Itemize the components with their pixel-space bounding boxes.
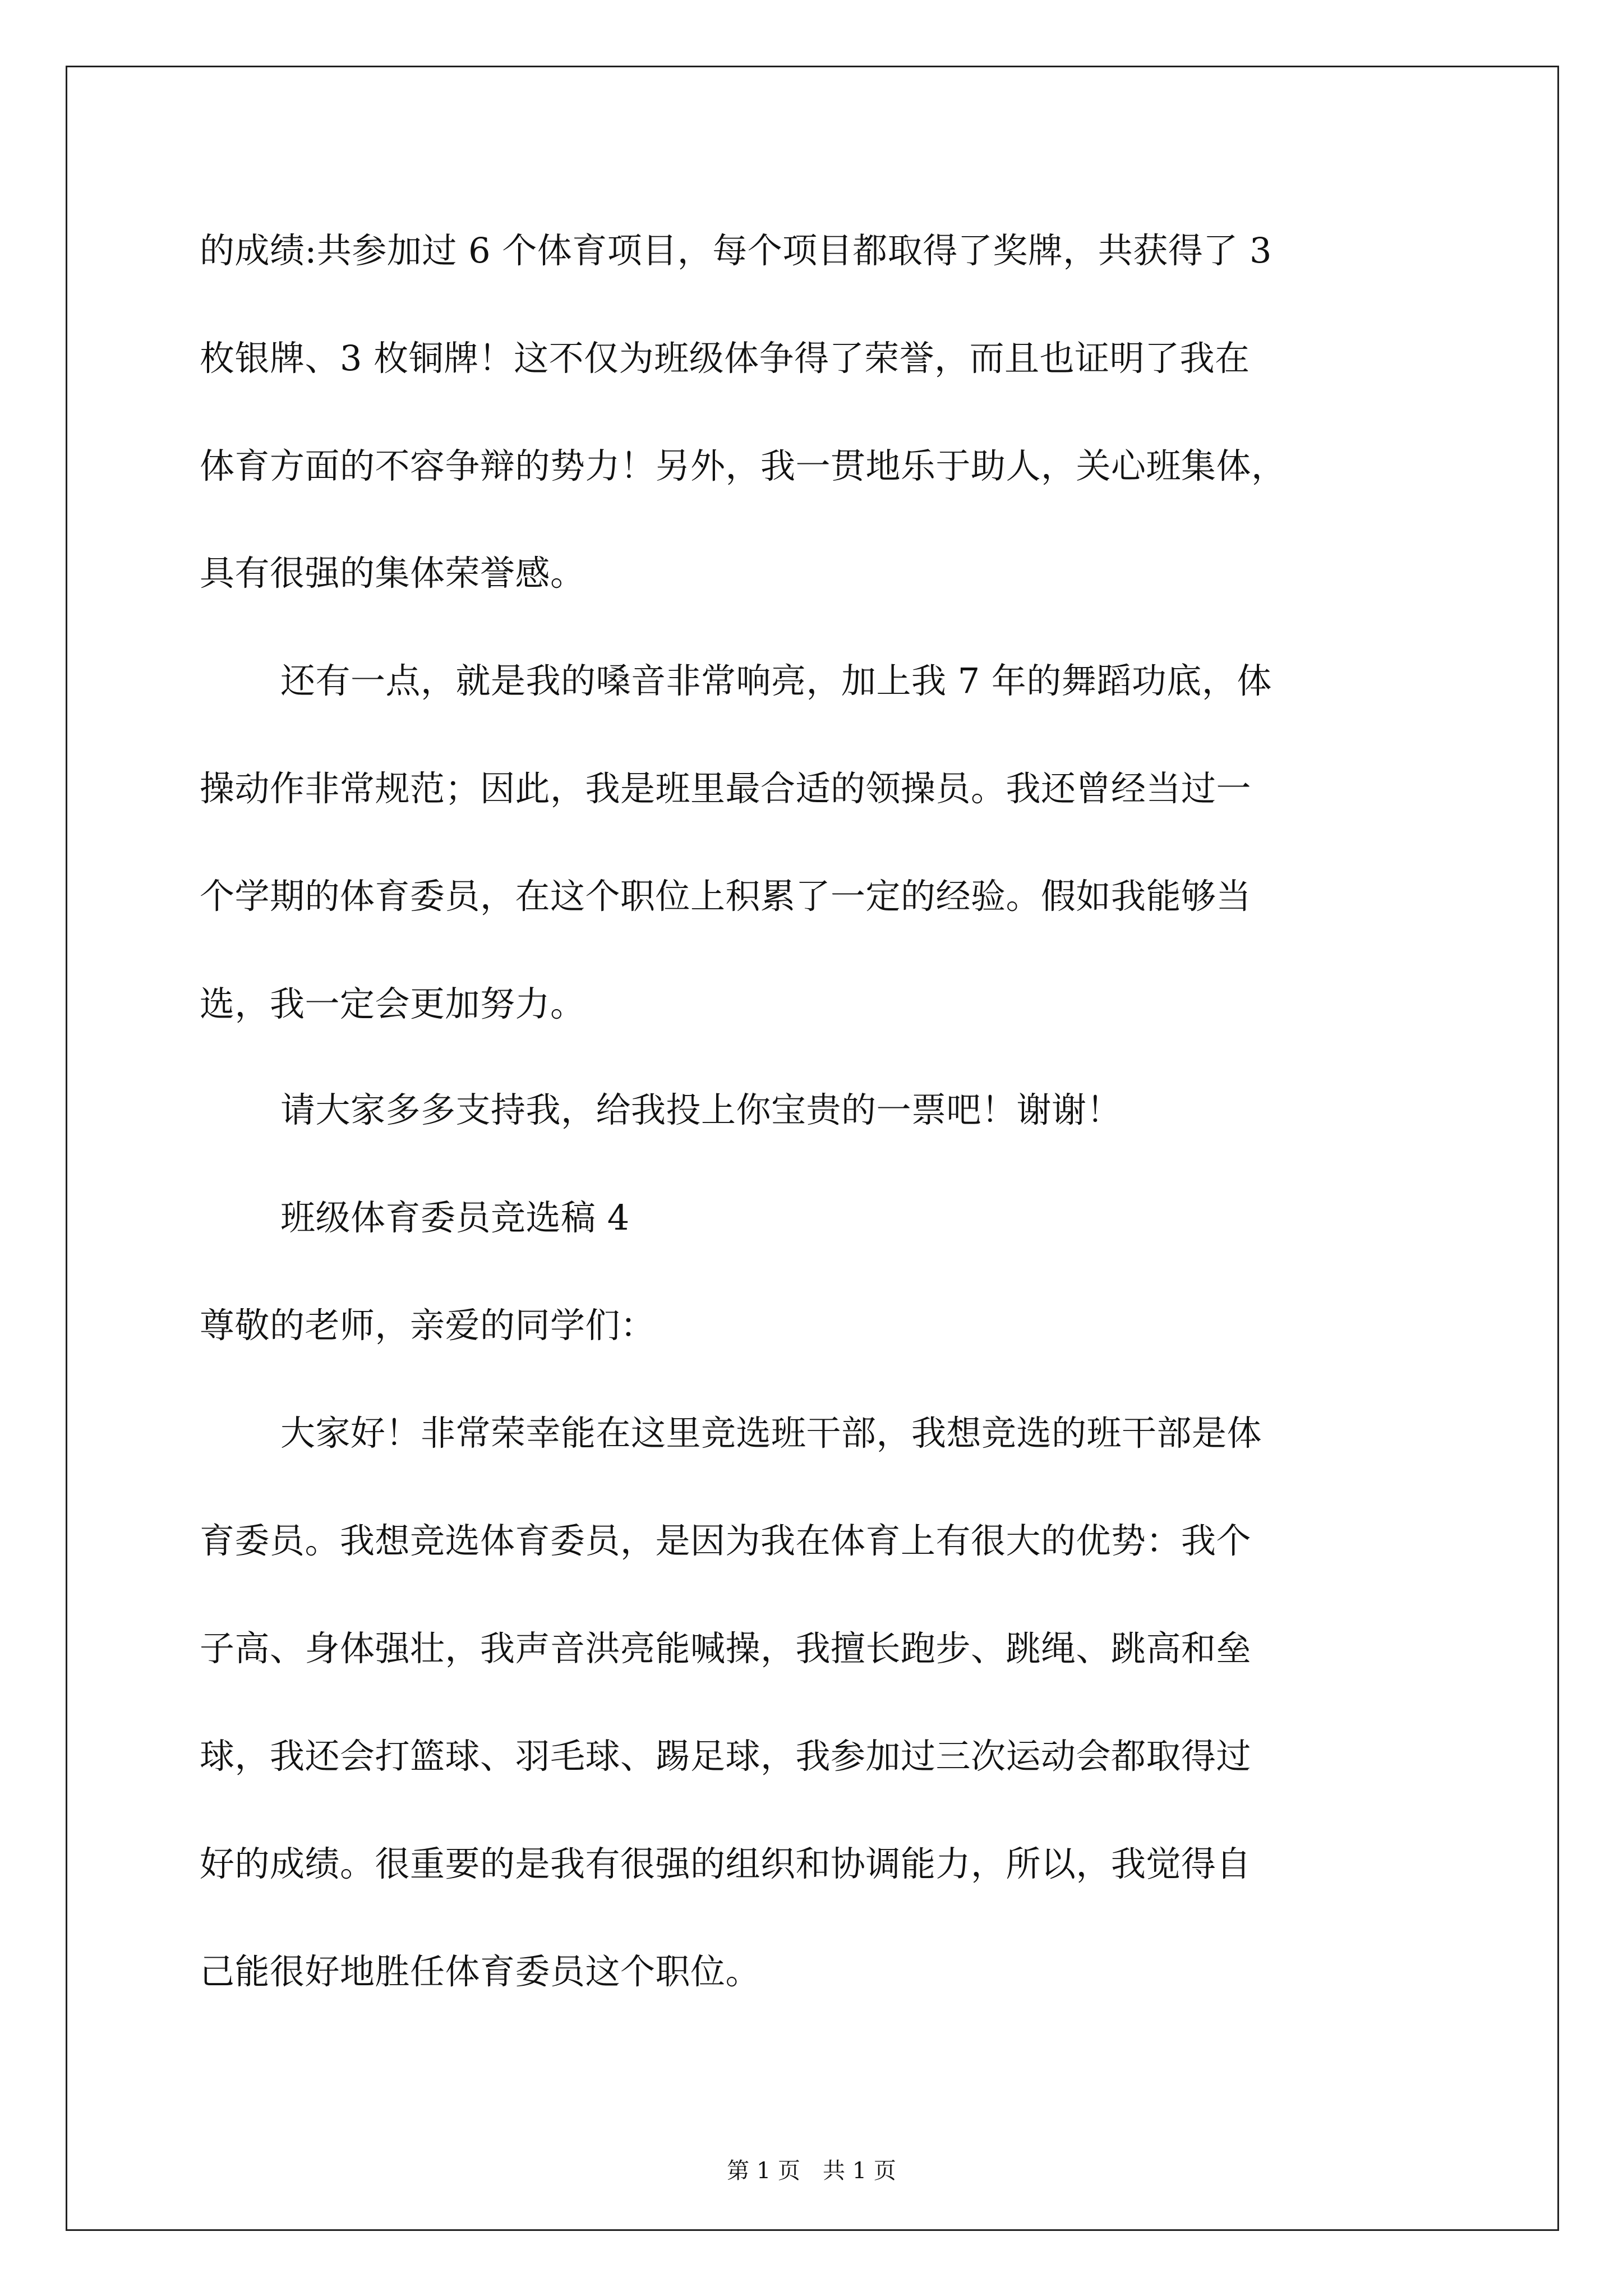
body-line: 选，我一定会更加努力。 <box>200 983 585 1024</box>
body-line: 操动作非常规范；因此，我是班里最合适的领操员。我还曾经当过一 <box>200 768 1252 809</box>
body-line: 的成绩:共参加过 6 个体育项目，每个项目都取得了奖牌，共获得了 3 <box>200 230 1272 271</box>
section-heading: 班级体育委员竞选稿 4 <box>280 1197 630 1238</box>
body-line: 大家好！非常荣幸能在这里竞选班干部，我想竞选的班干部是体 <box>280 1412 1262 1453</box>
page-number: 第 1 页 <box>727 2158 800 2184</box>
body-line: 子高、身体强壮，我声音洪亮能喊操，我擅长跑步、跳绳、跳高和垒 <box>200 1628 1252 1669</box>
body-line: 请大家多多支持我，给我投上你宝贵的一票吧！谢谢！ <box>280 1089 1122 1130</box>
page-footer <box>0 2157 1623 2185</box>
body-line: 个学期的体育委员，在这个职位上积累了一定的经验。假如我能够当 <box>200 876 1252 917</box>
page-total: 共 1 页 <box>823 2158 896 2184</box>
body-line: 还有一点，就是我的嗓音非常响亮，加上我 7 年的舞蹈功底，体 <box>280 660 1272 701</box>
salutation: 尊敬的老师，亲爱的同学们： <box>200 1305 656 1346</box>
page-border <box>66 66 1559 2231</box>
body-line: 具有很强的集体荣誉感。 <box>200 553 585 593</box>
body-line: 育委员。我想竞选体育委员，是因为我在体育上有很大的优势：我个 <box>200 1520 1252 1561</box>
body-line: 枚银牌、3 枚铜牌！这不仅为班级体争得了荣誉，而且也证明了我在 <box>200 338 1250 379</box>
body-line: 好的成绩。很重要的是我有很强的组织和协调能力，所以，我觉得自 <box>200 1843 1252 1884</box>
body-line: 球，我还会打篮球、羽毛球、踢足球，我参加过三次运动会都取得过 <box>200 1736 1252 1777</box>
body-line: 己能很好地胜任体育委员这个职位。 <box>200 1951 761 1992</box>
body-line: 体育方面的不容争辩的势力！另外，我一贯地乐于助人，关心班集体， <box>200 445 1287 486</box>
